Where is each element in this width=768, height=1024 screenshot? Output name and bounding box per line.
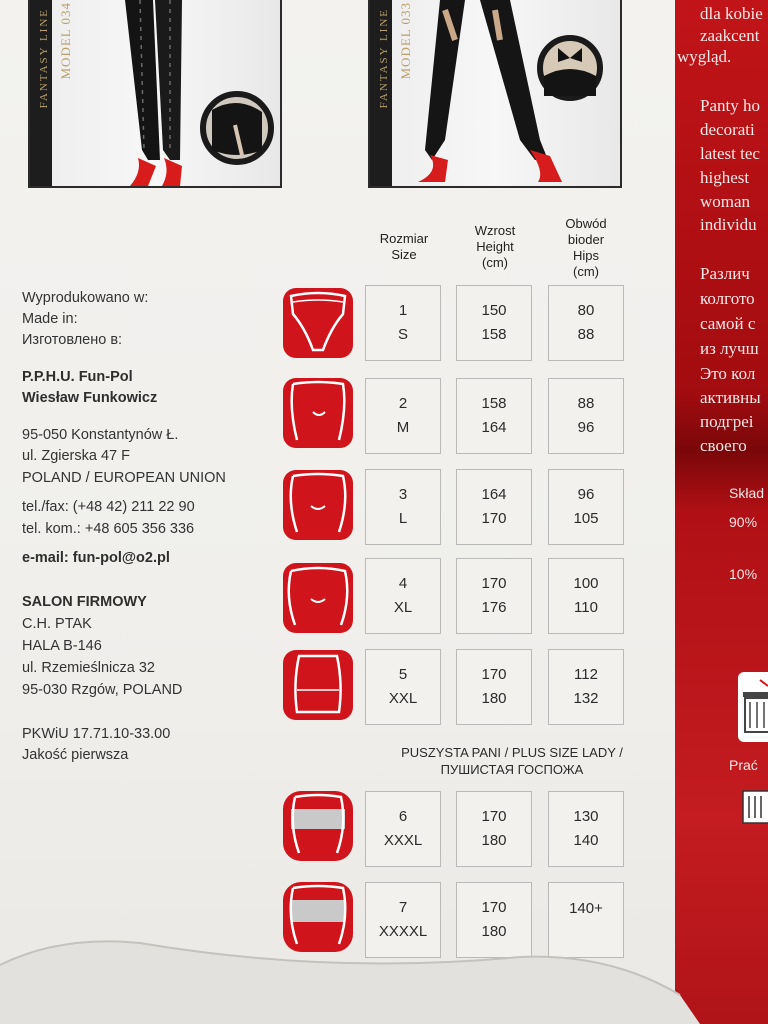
- header-height: Wzrost Height (cm): [474, 223, 516, 270]
- hips-cell-5: 112 132: [548, 649, 624, 725]
- side-text-ru-5: Это кол: [700, 364, 756, 383]
- body-size-icon-1: [283, 288, 353, 358]
- phone-mobile: tel. kom.: +48 605 356 336: [22, 521, 195, 537]
- side-text-ru-1: Различ: [700, 264, 750, 283]
- hips-cell-7: 140+: [548, 882, 624, 958]
- composition-label: Skład: [729, 485, 765, 501]
- side-text-en-3: latest tec: [700, 144, 760, 163]
- wash-label: Prać: [729, 757, 758, 773]
- side-text-ru-2: колгото: [700, 289, 755, 308]
- height-cell-4: 170 176: [456, 558, 532, 634]
- company-name: P.P.H.U. Fun-Pol: [22, 369, 133, 385]
- header-hips: Obwód bioder Hips (cm): [565, 216, 607, 279]
- height-cell-1: 150 158: [456, 285, 532, 361]
- side-text-en-5: woman: [700, 192, 751, 211]
- body-size-icon-3: [283, 470, 353, 540]
- side-text-en-2: decorati: [700, 120, 755, 139]
- height-cell-5: 170 180: [456, 649, 532, 725]
- side-text-en-6: individu: [700, 215, 757, 234]
- hips-cell-4: 100 110: [548, 558, 624, 634]
- body-size-icon-4: [283, 563, 353, 633]
- salon-place: C.H. PTAK: [22, 616, 92, 632]
- phone-fax: tel./fax: (+48 42) 211 22 90: [22, 499, 195, 515]
- size-cell-6: 6 XXXL: [365, 791, 441, 867]
- plus-size-heading: PUSZYSTA PANI / PLUS SIZE LADY / ПУШИСТАЯ ГОСПОЖА: [401, 745, 623, 777]
- product-photo-model-034: FANTASY LINE MODEL 034: [28, 0, 282, 188]
- body-size-icon-5: [283, 650, 353, 720]
- care-symbol-icon: [742, 790, 768, 824]
- no-bin-icon: [738, 672, 768, 742]
- side-text-ru-6: активны: [700, 388, 761, 407]
- salon-heading: SALON FIRMOWY: [22, 594, 147, 610]
- height-cell-3: 164 170: [456, 469, 532, 545]
- company-owner: Wiesław Funkowicz: [22, 390, 158, 406]
- salon-street: ul. Rzemieślnicza 32: [22, 660, 155, 676]
- pkwiu-code: PKWiU 17.71.10-33.00: [22, 726, 171, 742]
- hanger-cutout: [0, 935, 700, 1024]
- hips-cell-2: 88 96: [548, 378, 624, 454]
- side-text-pl-2: zaakcent: [700, 26, 760, 45]
- hips-cell-6: 130 140: [548, 791, 624, 867]
- hips-cell-1: 80 88: [548, 285, 624, 361]
- address-country: POLAND / EUROPEAN UNION: [22, 470, 226, 486]
- side-text-pl-3: wygląd.: [677, 47, 732, 66]
- address-city: 95-050 Konstantynów Ł.: [22, 427, 179, 443]
- body-size-icon-2: [283, 378, 353, 448]
- side-text-ru-8: своего: [700, 436, 747, 455]
- salon-hall: HALA B-146: [22, 638, 102, 654]
- size-cell-1: 1 S: [365, 285, 441, 361]
- size-cell-2: 2 M: [365, 378, 441, 454]
- email: e-mail: fun-pol@o2.pl: [22, 550, 170, 566]
- made-in-en: Made in:: [22, 311, 78, 327]
- size-cell-5: 5 XXL: [365, 649, 441, 725]
- side-text-en-1: Panty ho: [700, 96, 760, 115]
- side-text-pl-1: dla kobie: [700, 4, 763, 23]
- body-size-icon-6: [283, 791, 353, 861]
- size-cell-3: 3 L: [365, 469, 441, 545]
- height-cell-7: 170 180: [456, 882, 532, 958]
- side-text-ru-7: подгреі: [700, 412, 754, 431]
- side-text-ru-3: самой с: [700, 314, 756, 333]
- address-street: ul. Zgierska 47 F: [22, 448, 130, 464]
- size-cell-4: 4 XL: [365, 558, 441, 634]
- hips-cell-3: 96 105: [548, 469, 624, 545]
- made-in-ru: Изготовлено в:: [22, 332, 123, 348]
- header-size: Rozmiar Size: [379, 231, 429, 262]
- made-in-pl: Wyprodukowano w:: [22, 290, 149, 306]
- composition-90: 90%: [729, 514, 758, 530]
- size-cell-7: 7 XXXXL: [365, 882, 441, 958]
- quality-grade: Jakość pierwsza: [22, 747, 129, 763]
- height-cell-2: 158 164: [456, 378, 532, 454]
- product-photo-model-033: FANTASY LINE MODEL 033: [368, 0, 622, 188]
- height-cell-6: 170 180: [456, 791, 532, 867]
- salon-city: 95-030 Rzgów, POLAND: [22, 682, 183, 698]
- side-text-ru-4: из лучш: [700, 339, 759, 358]
- composition-10: 10%: [729, 566, 758, 582]
- side-text-en-4: highest: [700, 168, 750, 187]
